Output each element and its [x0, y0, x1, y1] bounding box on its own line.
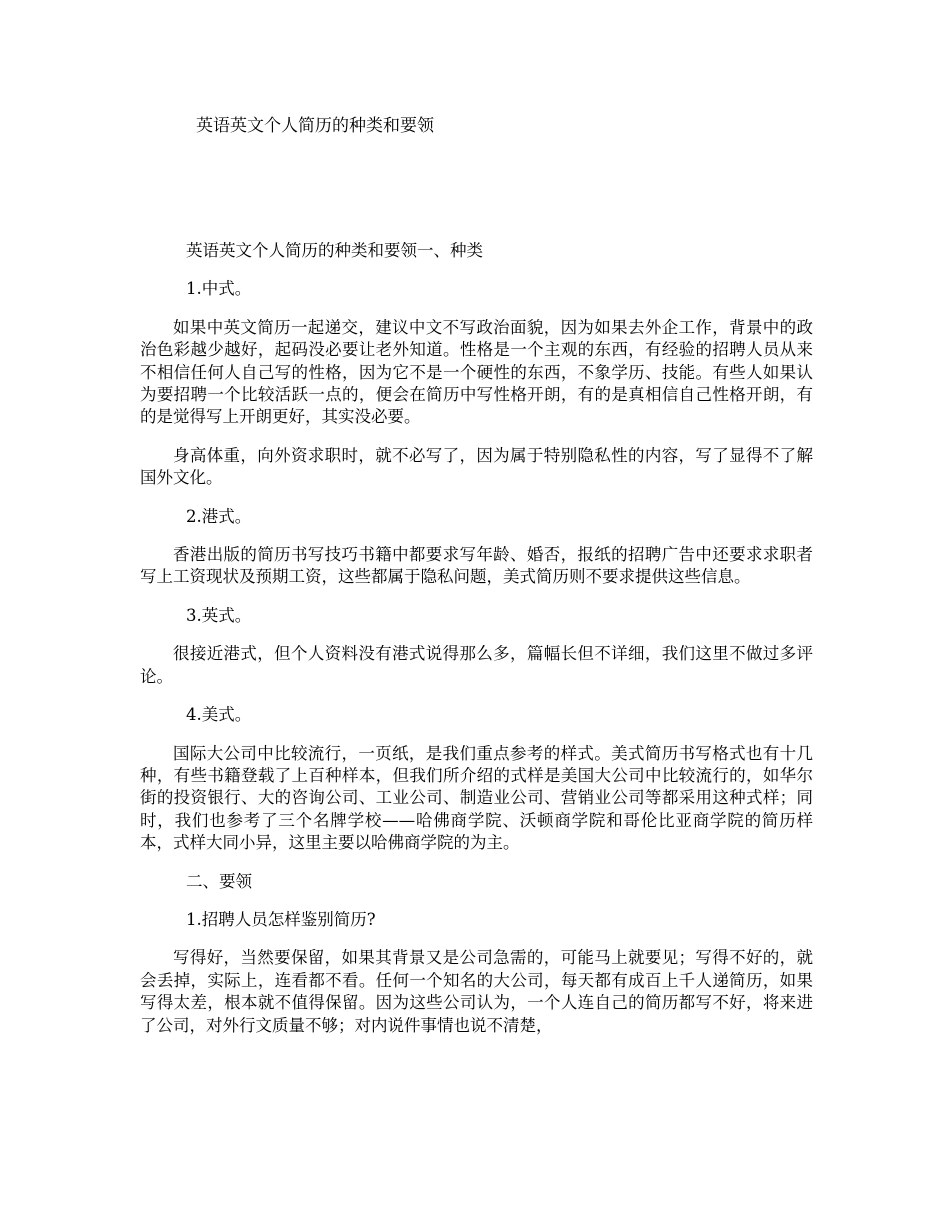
paragraph: 写得好，当然要保留，如果其背景又是公司急需的，可能马上就要见；写得不好的，就会丢掉，实际上，连看都不看。任何一个知名的大公司，每天都有成百上千人递简历，如果写得太差，根本就不值得保留。因为这些公司认为，一个人连自己的简历都写不好，将来进了公司，对外行文质量不够；对内说件事情也说不清楚，: [140, 948, 813, 1035]
section-heading-essentials: 二、要领: [186, 871, 252, 891]
subheading-hk-style: 2.港式。: [186, 506, 252, 526]
paragraph: 国际大公司中比较流行，一页纸，是我们重点参考的样式。美式简历书写格式也有十几种，有些书籍登载了上百种样本，但我们所介绍的式样是美国大公司中比较流行的，如华尔街的投资银行、大的咨询公司、工业公司、制造业公司、营销业公司等都采用这种式样；同时，我们也参考了三个名牌学校——哈佛商学院、沃顿商学院和哥伦比亚商学院的简历样本，式样大同小异，这里主要以哈佛商学院的为主。: [140, 743, 813, 853]
paragraph: 很接近港式，但个人资料没有港式说得那么多，篇幅长但不详细，我们这里不做过多评论。: [140, 644, 813, 686]
paragraph: 如果中英文简历一起递交，建议中文不写政治面貌，因为如果去外企工作，背景中的政治色彩越少越好，起码没必要让老外知道。性格是一个主观的东西，有经验的招聘人员从来不相信任何人自己写的性格，因为它不是一个硬性的东西，不象学历、技能。有些人如果认为要招聘一个比较活跃一点的，便会在简历中写性格开朗，有的是真相信自己性格开朗，有的是觉得写上开朗更好，其实没必要。: [140, 317, 813, 427]
document-title: 英语英文个人简历的种类和要领: [196, 116, 434, 136]
subheading-how-recruiters-judge: 1.招聘人员怎样鉴别简历?: [186, 909, 376, 929]
paragraph: 身高体重，向外资求职时，就不必写了，因为属于特别隐私性的内容，写了显得不了解国外文化。: [140, 445, 813, 488]
document-body: [140, 240, 813, 1053]
paragraph: 香港出版的简历书写技巧书籍中都要求写年龄、婚否，报纸的招聘广告中还要求求职者写上工资现状及预期工资，这些都属于隐私问题，美式简历则不要求提供这些信息。: [140, 545, 813, 587]
subheading-us-style: 4.美式。: [186, 705, 252, 725]
subheading-chinese-style: 1.中式。: [186, 279, 252, 299]
section-heading-types: 英语英文个人简历的种类和要领一、种类: [186, 241, 483, 260]
subheading-uk-style: 3.英式。: [186, 605, 252, 625]
